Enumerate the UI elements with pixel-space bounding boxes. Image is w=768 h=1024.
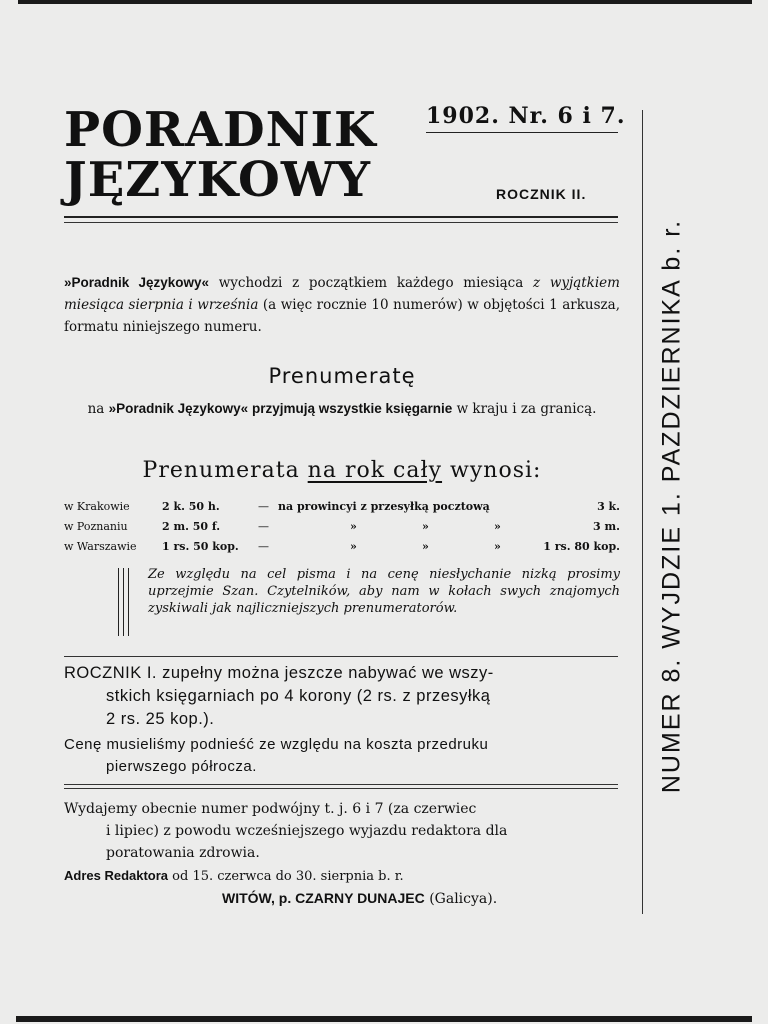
top-border [18,0,752,4]
price-dash: — [258,519,269,533]
intro-italic: z wyjątkiem miesiąca sierpnia i września [64,275,620,313]
intro-text2: (a więc rocznie 10 numerów) w objętości 1 arkusza, formatu niniejszego numeru. [64,297,620,335]
subscription-prefix: na [87,401,109,417]
subscription-bold: »Poradnik Językowy« przyjmują wszystkie księgarnie [108,401,453,416]
issue-number: 1902. Nr. 6 i 7. [426,103,626,129]
masthead-title-line1: PORADNIK [64,102,377,158]
header-rule [64,216,618,218]
masthead-title-line2: JĘZYKOWY [64,152,372,208]
volume-one-line2: stkich księgarniach po 4 korony (2 rs. z przesyłką [106,687,491,705]
section-rule [64,656,618,657]
price-row [64,536,620,556]
intro-paragraph [64,272,620,338]
volume-one-line3: 2 rs. 25 kop.). [106,710,215,728]
next-issue-notice: NUMER 8. WYJDZIE 1. PAZDZIERNIKA b. r. [657,218,686,794]
price-dash: — [258,499,269,513]
bottom-border [16,1016,752,1022]
address-place: WITÓW, p. CZARNY DUNAJEC [222,890,425,906]
price-city: w Poznaniu [64,519,128,533]
price-value: 2 k. 50 h. [162,499,220,513]
price-heading [0,458,684,483]
section-rule-2b [64,788,618,789]
reader-note: Ze względu na cel pisma i na cenę niesłychanie nizką prosimy uprzejmie Szan. Czytelników, aby nam w kołach swych znajomych zyskiwali jak najliczniejszych prenumeratorów. [148,567,620,616]
subscription-rest: w kraju i za granicą. [452,401,597,417]
price-heading-before: Prenumerata [142,458,308,483]
double-issue-notice [64,798,620,864]
price-value: 1 rs. 50 kop. [162,539,239,553]
side-divider [642,110,643,914]
price-city: w Krakowie [64,499,130,513]
price-raise-notice [64,734,620,778]
intro-text1: wychodzi z początkiem każdego miesiąca [209,275,534,291]
note-bars [118,568,130,636]
section-rule-2a [64,784,618,785]
subscription-heading: Prenumeratę [268,364,416,388]
subscription-paragraph [64,398,620,420]
price-raise-line2: pierwszego półrocza. [106,758,257,775]
price-province: » » » [350,519,501,533]
price-row [64,516,620,536]
address-label: Adres Redaktora [64,868,169,883]
price-province-value: 3 m. [593,519,620,533]
double-issue-line2: i lipiec) z powodu wcześniejszego wyjazdu redaktora dla [106,823,508,839]
price-province-value: 1 rs. 80 kop. [543,539,620,553]
price-heading-underlined: na rok cały [307,458,443,483]
volume-label: ROCZNIK II. [496,186,587,202]
price-table [64,496,620,556]
editor-place [222,890,497,907]
price-province-value: 3 k. [597,499,620,513]
price-province: » » » [350,539,501,553]
volume-one-line1: ROCZNIK I. zupełny można jeszcze nabywać we wszy- [64,664,494,682]
price-city: w Warszawie [64,539,137,553]
header-rule-thin [64,222,618,223]
double-issue-line1: Wydajemy obecnie numer podwójny t. j. 6 i 7 (za czerwiec [64,801,477,817]
address-dates: od 15. czerwca do 30. sierpnia b. r. [168,869,404,884]
price-raise-line1: Cenę musieliśmy podnieść ze względu na koszta przedruku [64,736,489,753]
issue-underline [426,132,618,133]
editor-address [64,868,404,884]
price-row [64,496,620,516]
address-region: (Galicya). [424,891,498,907]
price-dash: — [258,539,269,553]
intro-title: »Poradnik Językowy« [64,275,209,290]
price-province: na prowincyi z przesyłką pocztową [278,499,490,513]
volume-one-notice [64,662,620,731]
price-heading-after: wynosi: [442,458,542,483]
double-issue-line3: poratowania zdrowia. [106,845,260,861]
price-value: 2 m. 50 f. [162,519,221,533]
